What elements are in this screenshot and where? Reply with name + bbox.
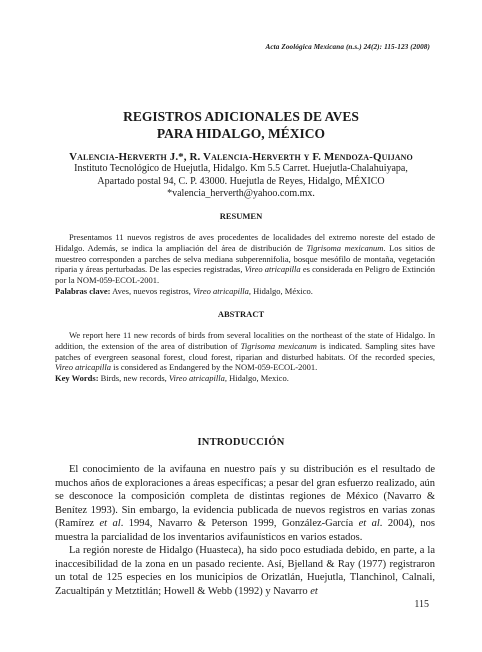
species-name: Vireo atricapilla <box>192 285 249 296</box>
abstract-block <box>55 330 435 384</box>
resumen-text <box>55 232 435 286</box>
et-al: et <box>310 585 318 597</box>
keywords-text: , Hidalgo, México. <box>248 285 313 296</box>
author-list: Valencia-Herverth J.*, R. Valencia-Herverth y F. Mendoza-Quijano <box>69 151 413 163</box>
resumen-text-3: es considerada en Peligro de Extinción por la NOM-059-ECOL-2001. <box>55 264 436 286</box>
keywords-text: Aves, nuevos registros, <box>110 285 193 296</box>
keywords-text: Birds, new records, <box>98 373 169 384</box>
species-name: Vireo atricapilla <box>55 362 111 373</box>
introduccion-body <box>55 463 435 598</box>
keywords-label: Key Words: <box>55 373 99 384</box>
title-line-2: PARA HIDALGO, MÉXICO <box>156 126 326 141</box>
page-number: 115 <box>414 599 429 610</box>
affiliation <box>0 163 482 201</box>
resumen-heading: RESUMEN <box>219 211 263 221</box>
body-text: . 2004), nos muestra la parcialidad de los inventarios avifaunísticos en varios estados. <box>55 518 436 543</box>
abstract-text <box>55 330 435 373</box>
abstract-text-2: is indicated. Sampling sites have patches of evergreen seasonal forest, cloud forest, riparian and disturbed habitats. Of the recorded species, <box>55 340 435 362</box>
palabras-clave <box>55 286 435 297</box>
resumen-text-1: Presentamos 11 nuevos registros de aves procedentes de localidades del extremo noreste del estado de Hidalgo. Además, se indica la ampliación del área de distribución de <box>55 232 435 253</box>
intro-paragraph-1 <box>55 463 435 544</box>
key-words <box>55 373 435 384</box>
species-name: Tigrisoma mexicanum <box>306 242 384 253</box>
et-al: et al <box>99 518 121 529</box>
journal-citation: Acta Zoológica Mexicana (n.s.) 24(2): 115-123 (2008) <box>265 43 430 51</box>
species-name: Vireo atricapilla <box>244 264 301 275</box>
et-al: et al <box>358 518 380 529</box>
keywords-label: Palabras clave: <box>55 285 111 296</box>
affiliation-line-1: Instituto Tecnológico de Huejutla, Hidalgo. Km 5.5 Carret. Huejutla-Chalahuiyapa, <box>74 163 408 174</box>
body-text: La región noreste de Hidalgo (Huasteca), ha sido poco estudiada debido, en parte, a la inaccesibilidad de la zona en un pasado reciente. Así, Bjelland & Ray (1977) registraron un total de 125 especies en los municipios de Orizatlán, Huejutla, Tlanchinol, Calnali, Zacualtipán y Metztitlán; Howell & Webb (1992) y Navarro <box>55 545 435 597</box>
resumen-text-2: . Los sitios de muestreo corresponden a parches de selva mediana subperennifolia, bosque mesófilo de montaña, vegetación riparia y áreas perturbadas. De las especies registradas, <box>55 242 435 275</box>
introduccion-heading: INTRODUCCIÓN <box>197 437 285 448</box>
abstract-heading: ABSTRACT <box>217 309 265 319</box>
intro-paragraph-2 <box>55 544 435 598</box>
resumen-block <box>55 232 435 297</box>
body-text: El conocimiento de la avifauna en nuestro país y su distribución es el resultado de muchos años de exploraciones a áreas específicas; a pesar del gran esfuerzo realizado, aún se desconoce la composición completa de distintas regiones de México (Navarro & Benítez 1993). Sin embargo, la evidencia publicada de nuevos registros en varias zonas (Ramírez <box>55 464 435 529</box>
species-name: Vireo atricapilla <box>168 373 225 384</box>
title-line-1: REGISTROS ADICIONALES DE AVES <box>123 109 359 124</box>
body-text: . 1994, Navarro & Peterson 1999, González-García <box>120 518 359 529</box>
abstract-text-1: We report here 11 new records of birds from several localities on the northeast of the state of Hidalgo. In addition, the extension of the area of distribution of <box>55 330 435 351</box>
abstract-text-3: is considered as Endangered by the NOM-059-ECOL-2001. <box>110 362 318 373</box>
affiliation-line-2: Apartado postal 94, C. P. 43000. Huejutla de Reyes, Hidalgo, MÉXICO <box>97 175 385 187</box>
keywords-text: , Hidalgo, Mexico. <box>224 373 289 384</box>
species-name: Tigrisoma mexicanum <box>240 340 317 351</box>
affiliation-email: *valencia_herverth@yahoo.com.mx. <box>167 188 315 199</box>
article-title <box>0 108 482 142</box>
